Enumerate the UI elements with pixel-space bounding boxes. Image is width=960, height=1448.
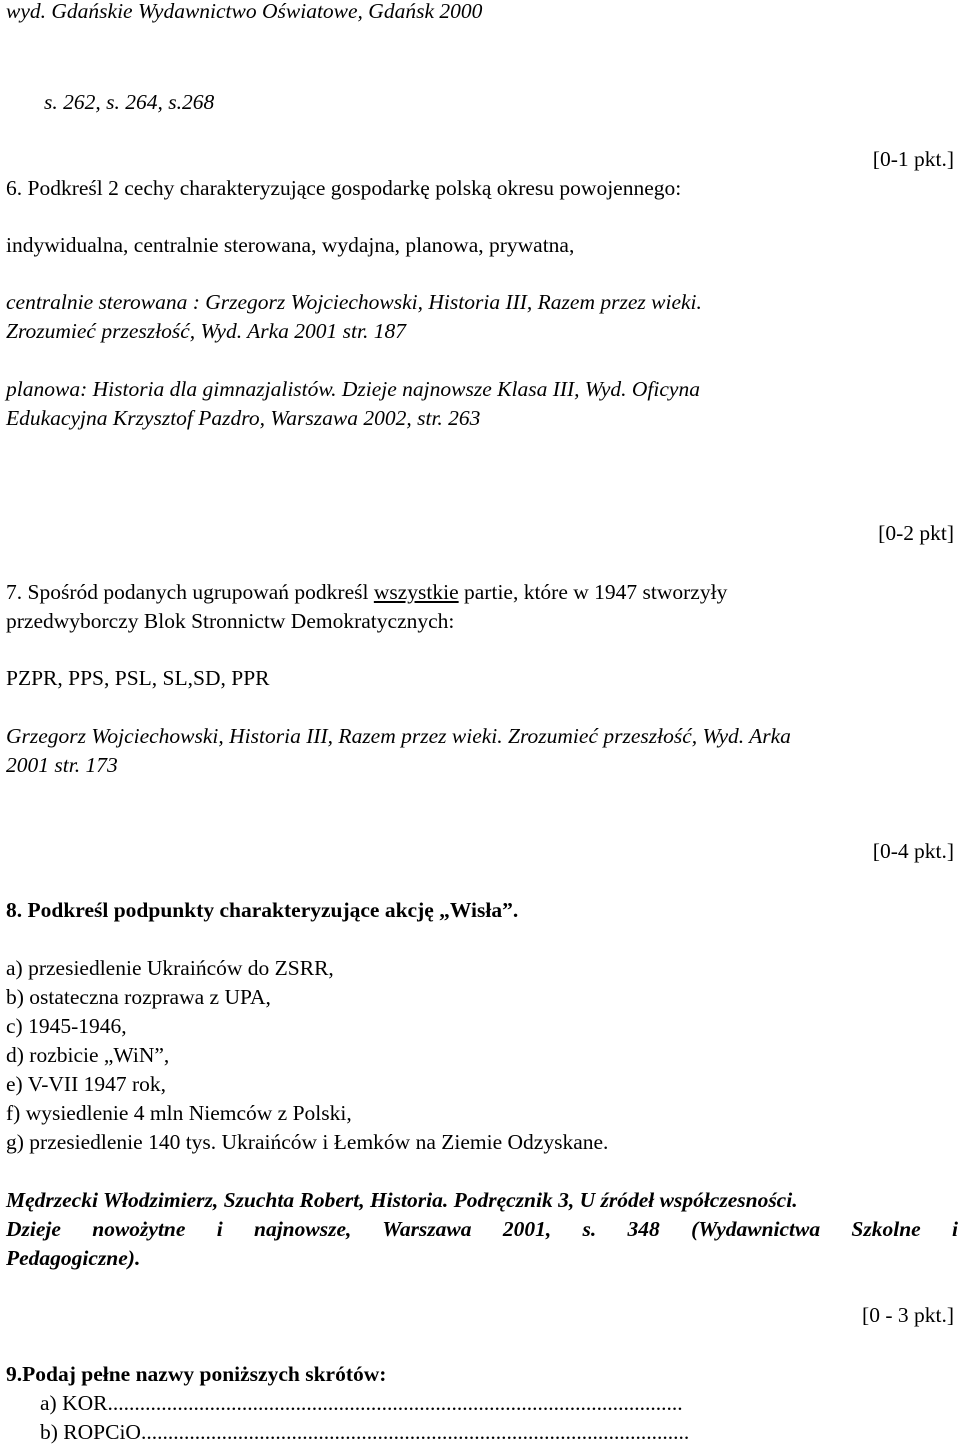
q7-text-underlined: wszystkie — [373, 580, 459, 604]
q8-item-e: e) V-VII 1947 rok, — [6, 1072, 167, 1096]
q6-source2-line1: planowa: Historia dla gimnazjalistów. Dzieje najnowsze Klasa III, Wyd. Oficyna — [6, 377, 700, 401]
q7-source-line2: 2001 str. 173 — [6, 753, 118, 777]
q6-options: indywidualna, centralnie sterowana, wydajna, planowa, prywatna, — [6, 233, 575, 257]
q8-item-g: g) przesiedlenie 140 tys. Ukraińców i Łemków na Ziemie Odzyskane. — [6, 1130, 609, 1154]
q6-source1-line1: centralnie sterowana : Grzegorz Wojciechowski, Historia III, Razem przez wieki. — [6, 290, 702, 314]
q7-question-line2: przedwyborczy Blok Stronnictw Demokratycznych: — [6, 609, 455, 633]
pages-line: s. 262, s. 264, s.268 — [44, 90, 215, 114]
q6-source1-line2: Zrozumieć przeszłość, Wyd. Arka 2001 str. 187 — [6, 319, 406, 343]
q8-item-b: b) ostateczna rozprawa z UPA, — [6, 985, 271, 1009]
q9-title: 9.Podaj pełne nazwy poniższych skrótów: — [6, 1362, 387, 1386]
q8-source-line2: Dzieje nowożytne i najnowsze, Warszawa 2001, s. 348 (Wydawnictwa Szkolne i — [6, 1217, 958, 1241]
q7-source-line1: Grzegorz Wojciechowski, Historia III, Razem przez wieki. Zrozumieć przeszłość, Wyd. Arka — [6, 724, 791, 748]
publisher-line: wyd. Gdańskie Wydawnictwo Oświatowe, Gdańsk 2000 — [6, 0, 483, 23]
q7-points: [0-2 pkt] — [878, 521, 954, 545]
q9-item-b: b) ROPCiO...................................................................................................... — [40, 1420, 690, 1444]
q9-item-a: a) KOR........................................................................................................... — [40, 1391, 683, 1415]
q8-item-d: d) rozbicie „WiN”, — [6, 1043, 170, 1067]
q7-text-post: partie, które w 1947 stworzyły — [458, 580, 728, 604]
q8-source-line3: Pedagogiczne). — [6, 1246, 141, 1270]
q8-points: [0-4 pkt.] — [872, 839, 954, 863]
q8-item-f: f) wysiedlenie 4 mln Niemców z Polski, — [6, 1101, 352, 1125]
q8-title: 8. Podkreśl podpunkty charakteryzujące akcję „Wisła”. — [6, 898, 519, 922]
q8-item-a: a) przesiedlenie Ukraińców do ZSRR, — [6, 956, 334, 980]
q7-options: PZPR, PPS, PSL, SL,SD, PPR — [6, 666, 270, 690]
q6-question: 6. Podkreśl 2 cechy charakteryzujące gospodarkę polską okresu powojennego: — [6, 176, 682, 200]
q9-points: [0 - 3 pkt.] — [862, 1303, 954, 1327]
q6-source2-line2: Edukacyjna Krzysztof Pazdro, Warszawa 2002, str. 263 — [6, 406, 481, 430]
q8-item-c: c) 1945-1946, — [6, 1014, 127, 1038]
q7-text-pre: 7. Spośród podanych ugrupowań podkreśl — [6, 580, 374, 604]
q6-points: [0-1 pkt.] — [872, 147, 954, 171]
q7-question-line1 — [6, 579, 727, 605]
q8-source-line1: Mędrzecki Włodzimierz, Szuchta Robert, Historia. Podręcznik 3, U źródeł współczesności. — [6, 1188, 798, 1212]
